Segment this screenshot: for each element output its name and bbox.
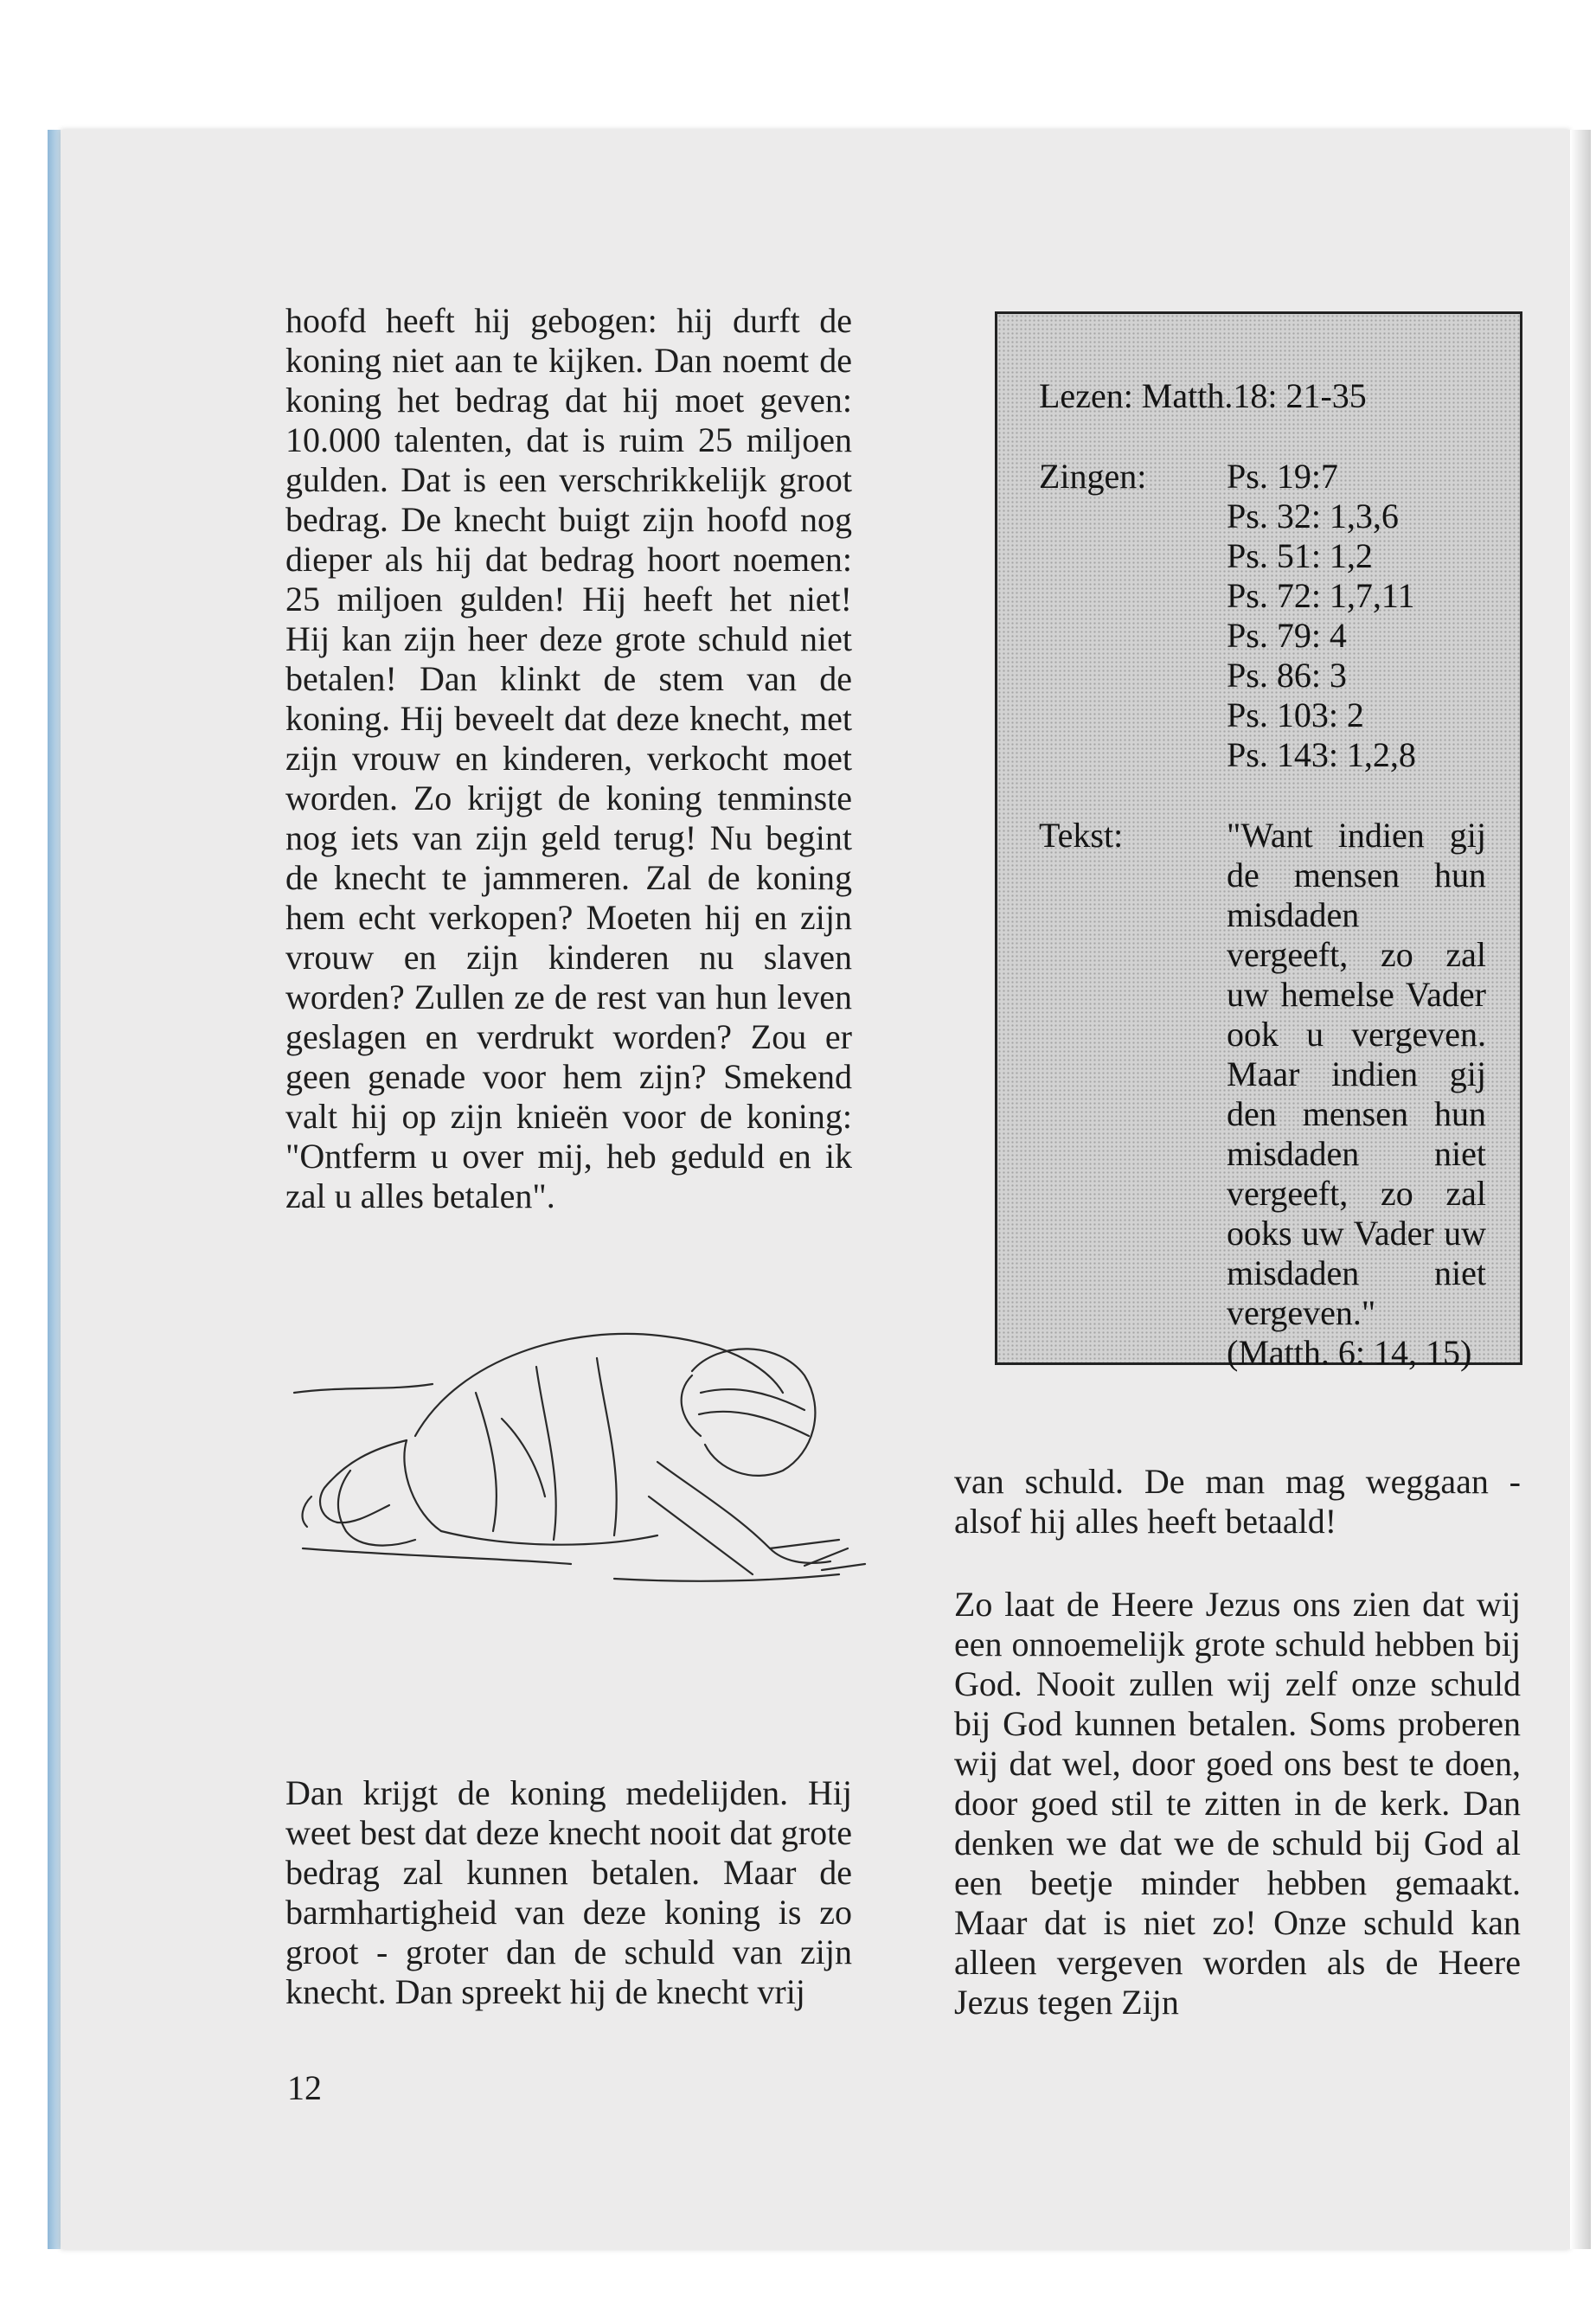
bible-quote-text: "Want indien gij de mensen hun misdaden vergeeft, zo zal uw hemelse Vader ook u vergeven. Maar indien gij den mensen hun misdaden niet vergeeft, zo zal ooks uw Vader uw misdaden niet vergeven." [1227,816,1486,1332]
psalm-item: Ps. 19:7 [1227,457,1338,496]
psalm-item: Ps. 79: 4 [1227,616,1347,655]
psalm-item: Ps. 86: 3 [1227,656,1347,695]
psalm-item: Ps. 72: 1,7,11 [1227,576,1415,615]
right-column-paragraph: van schuld. De man mag weggaan - alsof hij alles heeft betaald! [954,1462,1521,1541]
psalm-list [1227,457,1416,775]
reading-info-box [995,311,1522,1372]
bible-quote [1227,816,1486,1373]
left-column-text-bottom: Dan krijgt de koning medelijden. Hij weet best dat deze knecht nooit dat grote bedrag zal kunnen betalen. Maar de barmhartigheid van deze koning is zo groot - groter dan de schuld van zijn knecht. Dan spreekt hij de knecht vrij [285,1773,852,2011]
right-column-paragraph: Zo laat de Heere Jezus ons zien dat wij een onnoemelijk grote schuld hebben bij God. Nooit zullen wij zelf onze schuld bij God kunnen betalen. Soms proberen wij dat wel, door goed ons best te doen, door goed stil te zitten in de kerk. Dan denken we dat we de schuld bij God al een beetje minder hebben gemaakt. Maar dat is niet zo! Onze schuld kan alleen vergeven worden als de Heere Jezus tegen Zijn [954,1585,1521,2022]
psalm-item: Ps. 143: 1,2,8 [1227,735,1416,774]
singing-label: Zingen: [1039,457,1147,496]
page-number: 12 [287,2068,322,2107]
psalm-item: Ps. 32: 1,3,6 [1227,497,1399,535]
right-column-text [954,1462,1521,2022]
kneeling-servant-illustration [285,1289,891,1670]
left-column-text-top: hoofd heeft hij gebogen: hij durft de koning niet aan te kijken. Dan noemt de koning het bedrag dat hij moet geven: 10.000 talenten, dat is ruim 25 miljoen gulden. Dat is een verschrikkelijk groot bedrag. De knecht buigt zijn hoofd nog dieper als hij dat bedrag hoort noemen: 25 miljoen gulden! Hij heeft het niet! Hij kan zijn heer deze grote schuld niet betalen! Dan klinkt de stem van de koning. Hij beveelt dat deze knecht, met zijn vrouw en kinderen, verkocht moet worden. Zo krijgt de koning tenminste nog iets van zijn geld terug! Nu begint de knecht te jammeren. Zal de koning hem echt verkopen? Moeten hij en zijn vrouw en zijn kinderen nu slaven worden? Zullen ze de rest van hun leven geslagen en verdrukt worden? Zou er geen genade voor hem zijn? Smekend valt hij op zijn knieën voor de koning: "Ontferm u over mij, heb geduld en ik zal u alles betalen". [285,301,852,1215]
text-label: Tekst: [1039,816,1124,855]
reading-reference: Lezen: Matth.18: 21-35 [1039,376,1367,415]
psalm-item: Ps. 51: 1,2 [1227,536,1373,575]
bible-quote-reference: (Matth. 6: 14, 15) [1227,1333,1472,1372]
book-edge-right [1570,130,1591,2249]
psalm-item: Ps. 103: 2 [1227,695,1364,734]
